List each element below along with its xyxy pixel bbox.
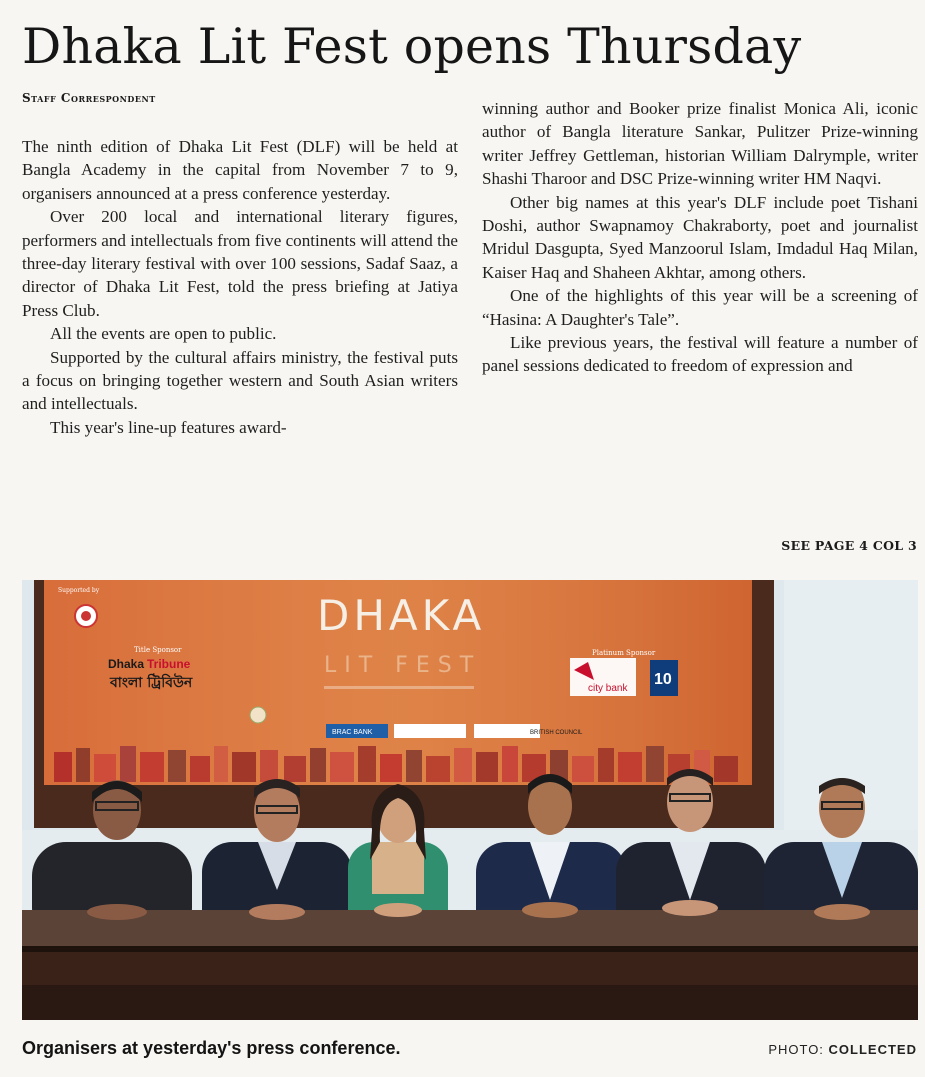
paragraph: Like previous years, the festival will feature a number of panel sessions dedicated to freedom of expression and xyxy=(482,333,918,376)
paragraph: Supported by the cultural affairs ministry, the festival puts a focus on bringing together western and South Asian writers and intellectuals. xyxy=(22,347,458,414)
gold-partner-seal-icon xyxy=(250,707,266,723)
paragraph: All the events are open to public. xyxy=(50,324,277,344)
anniversary-number: 10 xyxy=(654,671,672,688)
sponsor-tribune: Tribune xyxy=(147,657,191,671)
photo-credit-label: PHOTO: xyxy=(768,1042,824,1057)
byline: Staff Correspondent xyxy=(22,91,156,105)
platinum-sponsor-label: Platinum Sponsor xyxy=(592,649,656,657)
headline: Dhaka Lit Fest opens Thursday xyxy=(22,18,802,75)
photo-caption: Organisers at yesterday's press conference. xyxy=(22,1038,401,1058)
paragraph: The ninth edition of Dhaka Lit Fest (DLF) will be held at Bangla Academy in the capital from November 7 to 9, organisers announced at a press conference yesterday. xyxy=(22,137,458,203)
paragraph: One of the highlights of this year will be a screening of “Hasina: A Daughter's Tale”. xyxy=(482,286,918,329)
paragraph: Over 200 local and international literary figures, performers and intellectuals from five continents will attend the three-day literary festival with over 100 sessions, Sadaf Saaz, a director of Dhaka Lit Fest, told the press briefing at Jatiya Press Club. xyxy=(22,207,458,320)
city-bank-name: city bank xyxy=(588,683,628,694)
banner-subtitle: LIT FEST xyxy=(324,653,482,678)
article-column-2 xyxy=(482,97,918,378)
supported-by-label: Supported by xyxy=(58,587,100,594)
continuation-note: SEE PAGE 4 COL 3 xyxy=(781,538,917,553)
sponsor-bangla: বাংলা ট্রিবিউন xyxy=(110,675,193,691)
paragraph: This year's line-up features award- xyxy=(50,417,287,437)
photo-credit-value: COLLECTED xyxy=(828,1042,917,1057)
press-conference-photo xyxy=(22,580,918,1020)
sponsor-dhaka: Dhaka xyxy=(108,657,145,671)
article-column-1 xyxy=(22,135,458,439)
title-sponsor-label: Title Sponsor xyxy=(134,646,182,654)
photo-credit xyxy=(768,1042,917,1057)
banner-title: DHAKA xyxy=(317,591,486,640)
paragraph: Other big names at this year's DLF include poet Tishani Doshi, author Swapnamoy Chakraborty, poet and journalist Mridul Dasgupta, Syed Manzoorul Islam, Imdadul Haq Milan, Kaiser Haq and Shaheen Akhtar, among others. xyxy=(482,192,918,282)
paragraph: winning author and Booker prize finalist Monica Ali, iconic author of Bangla literature Sankar, Pulitzer Prize-winning writer Jeffrey Gettleman, historian William Dalrymple, writer Shashi Tharoor and DSC Prize-winning writer HM Naqvi. xyxy=(482,99,918,189)
british-council-name: BRITISH COUNCIL xyxy=(530,730,583,736)
brac-bank-name: BRAC BANK xyxy=(332,729,373,736)
